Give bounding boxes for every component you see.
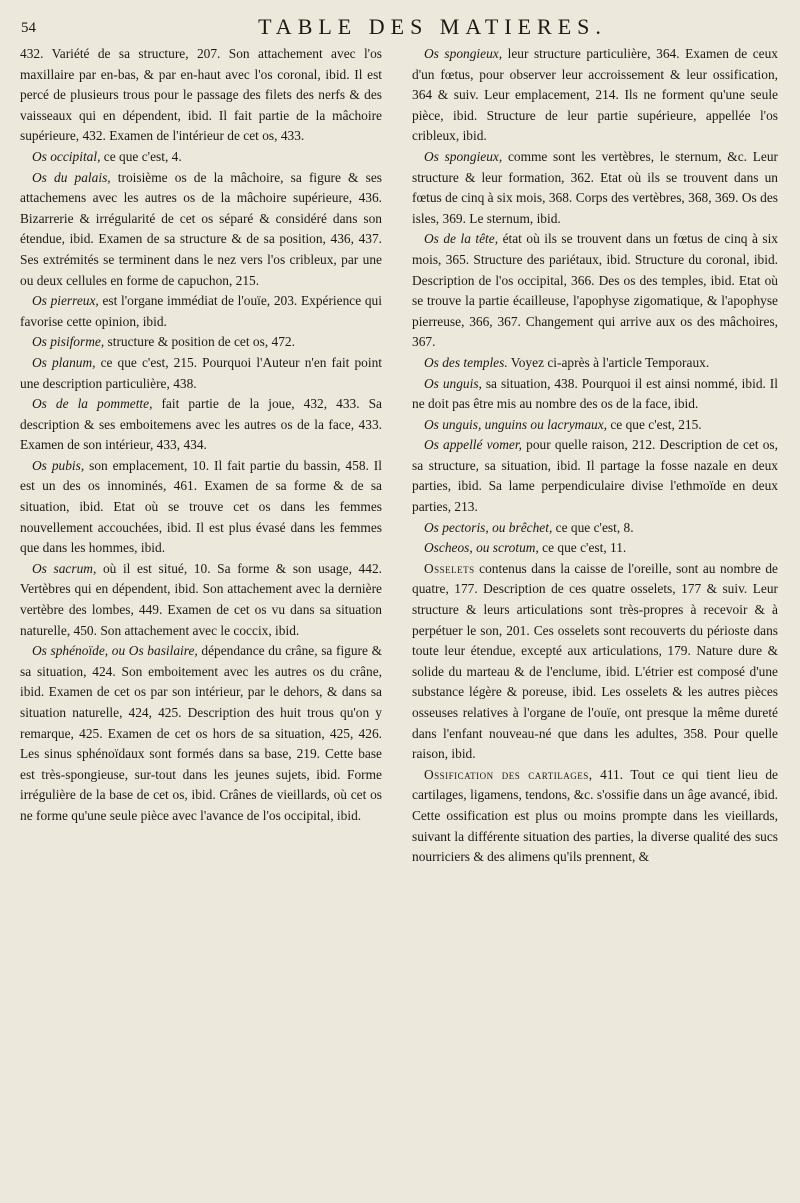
entry-text: est l'organe immédiat de l'ouïe, 203. Expérience qui favorise cette opinion, ibid. (20, 293, 382, 329)
entry-head: Osselets (424, 560, 475, 576)
index-entry (412, 765, 778, 868)
index-entry (20, 641, 382, 826)
entry-text: fait partie de la joue, 432, 433. Sa description & ses emboitemens avec les autres os de la face, 433. Examen de son intérieur, 433, 434. (20, 396, 382, 453)
index-entry (412, 147, 778, 229)
entry-text: comme sont les vertèbres, le sternum, &c. Leur structure & leur formation, 362. Etat où ils se trouvent dans un fœtus de cinq à six mois, 368. Corps des vertèbres, 368, 369. Os des isles, 369. Le sternum, ibid. (412, 148, 778, 226)
entry-head: Ossification des cartilages, (424, 766, 593, 782)
entry-text: ce que c'est, 4. (103, 148, 182, 164)
index-entry (412, 44, 778, 147)
entry-head: Os planum, (32, 354, 96, 370)
entry-head: Os unguis, (424, 375, 482, 391)
entry-text: son emplacement, 10. Il fait partie du bassin, 458. Il est un des os innominés, 461. Examen de sa forme & de sa situation, ibid. Etat où se trouve cet os dans les femmes nouvellement accouchées, ibid. Il est plus évasé dans les femmes que dans les hommes, ibid. (20, 457, 382, 556)
entry-text: ce que c'est, 11. (542, 540, 627, 556)
entry-head: Oscheos, ou scrotum, (424, 540, 539, 556)
entry-text: 411. Tout ce qui tient lieu de cartilages, ligamens, tendons, &c. s'ossifie dans un âge avancé, ibid. Cette ossification est plus ou moins prompte dans les vieillards, suivant la différente situation des parties, la diverse qualité des sucs nourriciers & des alimens qu'ils prennent, & (412, 766, 779, 865)
entry-text: sa situation, 438. Pourquoi il est ainsi nommé, ibid. Il ne doit pas être mis au nombre des os de la face, ibid. (412, 375, 778, 412)
entry-text: Voyez ci-après à l'article Temporaux. (510, 354, 710, 370)
index-entry (20, 168, 382, 292)
page-number: 54 (21, 20, 36, 36)
entry-head: Os unguis, unguins ou lacrymaux, (424, 416, 607, 432)
entry-text: ce que c'est, 8. (555, 519, 634, 535)
entry-head: Os pubis, (32, 457, 85, 473)
running-header: TABLE DES MATIERES. (258, 14, 607, 39)
entry-head: Os pectoris, ou brêchet, (424, 519, 553, 535)
entry-text: structure & position de cet os, 472. (107, 334, 295, 350)
left-column (20, 44, 382, 827)
entry-text: contenus dans la caisse de l'oreille, sont au nombre de quatre, 177. Description de ces quatre osselets, 177 & suiv. Leur structure & leurs articulations sont très-propres à recevoir & à perpétuer le son, 201. Ces osselets sont recouverts du périoste dans toute leur étendue, excepté aux articulations, 179. Nature dure & solide du marteau & de l'enclume, ibid. L'étrier est composé d'une substance légère & poreuse, ibid. Les osselets & les autres pièces osseuses relatives à l'organe de l'ouïe, ont presque la même dureté dans l'enfant nouveau-né que dans les adultes, 358. Pour quelle raison, ibid. (412, 560, 778, 762)
entry-head: Os occipital, (32, 148, 101, 164)
entry-head: Os appellé vomer, (424, 437, 522, 453)
entry-text: ce que c'est, 215. Pourquoi l'Auteur n'en fait point une description particulière, 438. (20, 354, 382, 391)
entry-text: troisième os de la mâchoire, sa figure & ses attachemens avec les autres os de la mâchoire supérieure, 436. Bizarrerie & irrégularité de cet os séparé & considéré dans son étendue, ibid. Examen de sa structure & de sa position, 436, 437. Ses extrémités se terminent dans le nez vers l'os cribleux, par une ou deux cellules en forme de capuchon, 215. (20, 169, 382, 288)
entry-text: état où ils se trouvent dans un fœtus de cinq à six mois, 365. Structure des pariétaux, ibid. Structure du coronal, ibid. Description de l'os occipital, 366. Des os des temples, ibid. Etat où se trouve la partie écailleuse, l'apophyse zigomatique, & l'apophyse pierreuse, 366, 367. Changement qui arrive aux os des mâchoires, 367. (412, 231, 778, 350)
index-entry (20, 44, 382, 147)
entry-head: Os pierreux, (32, 293, 99, 309)
index-entry (412, 435, 778, 517)
index-entry (20, 394, 382, 456)
index-entry (412, 518, 778, 539)
entry-text: ce que c'est, 215. (610, 416, 702, 432)
entry-head: Os des temples. (424, 354, 508, 370)
index-entry (412, 353, 778, 374)
entry-head: Os pisiforme, (32, 334, 105, 350)
entry-text: leur structure particulière, 364. Examen de ceux d'un fœtus, pour observer leur accroissement & leur ossification, 364 & suiv. Leur emplacement, 214. Ils ne forment qu'une seule pièce, ibid. Structure de leur partie supérieure, appellée l'os cribleux, ibid. (412, 46, 778, 144)
index-entry (412, 415, 778, 436)
right-column (412, 44, 778, 868)
index-entry (412, 229, 778, 353)
entry-head: Os spongieux, (424, 46, 503, 61)
entry-head: Os sacrum, (32, 560, 97, 576)
index-entry (412, 374, 778, 415)
index-entry (20, 147, 382, 168)
index-entry (20, 291, 382, 332)
entry-head: Os du palais, (32, 169, 111, 185)
index-entry (412, 538, 778, 559)
entry-head: Os de la tête, (424, 231, 499, 247)
entry-text: 432. Variété de sa structure, 207. Son attachement avec l'os maxillaire par en-bas, & par en-haut avec l'os coronal, ibid. Il est percé de plusieurs trous pour le passage des filets des nerfs & des vaisseaux qui en dépendent, ibid. Il fait partie de la mâchoire supérieure, 432. Examen de l'intérieur de cet os, 433. (20, 46, 382, 144)
index-entry (20, 559, 382, 641)
index-entry (412, 559, 778, 765)
entry-head: Os sphénoïde, ou Os basilaire, (32, 643, 198, 659)
entry-text: dépendance du crâne, sa figure & sa situation, 424. Son emboitement avec les autres os du crâne, ibid. Examen de cet os par son intérieur, par le dehors, & dans sa situation naturelle, 424, 425. Description des huit trous qu'on y remarque, 425. Examen de cet os hors de sa situation, 425, 426. Les sinus sphénoïdaux sont formés dans sa base, 219. Cette base est très-spongieuse, sur-tout dans les jeunes sujets, ibid. Forme irrégulière de la base de cet os, ibid. Crânes de vieillards, où cet os ne forme qu'une seule pièce avec l'avance de l'os occipital, ibid. (20, 643, 382, 823)
entry-head: Os de la pommette, (32, 396, 153, 412)
index-entry (20, 456, 382, 559)
index-entry (20, 332, 382, 353)
entry-text: pour quelle raison, 212. Description de cet os, sa structure, sa situation, ibid. Il partage la fosse nazale en deux parties, ibid. Sa lame perpendiculaire divise l'ethmoïde en deux parties, 213. (412, 437, 778, 515)
entry-text: où il est situé, 10. Sa forme & son usage, 442. Vertèbres qui en dépendent, ibid. Son attachement avec la dernière vertèbre des lombes, 449. Examen de cet os vu dans sa situation naturelle, 450. Son attachement avec le coccix, ibid. (20, 560, 382, 638)
entry-head: Os spongieux, (424, 148, 503, 164)
index-entry (20, 353, 382, 394)
